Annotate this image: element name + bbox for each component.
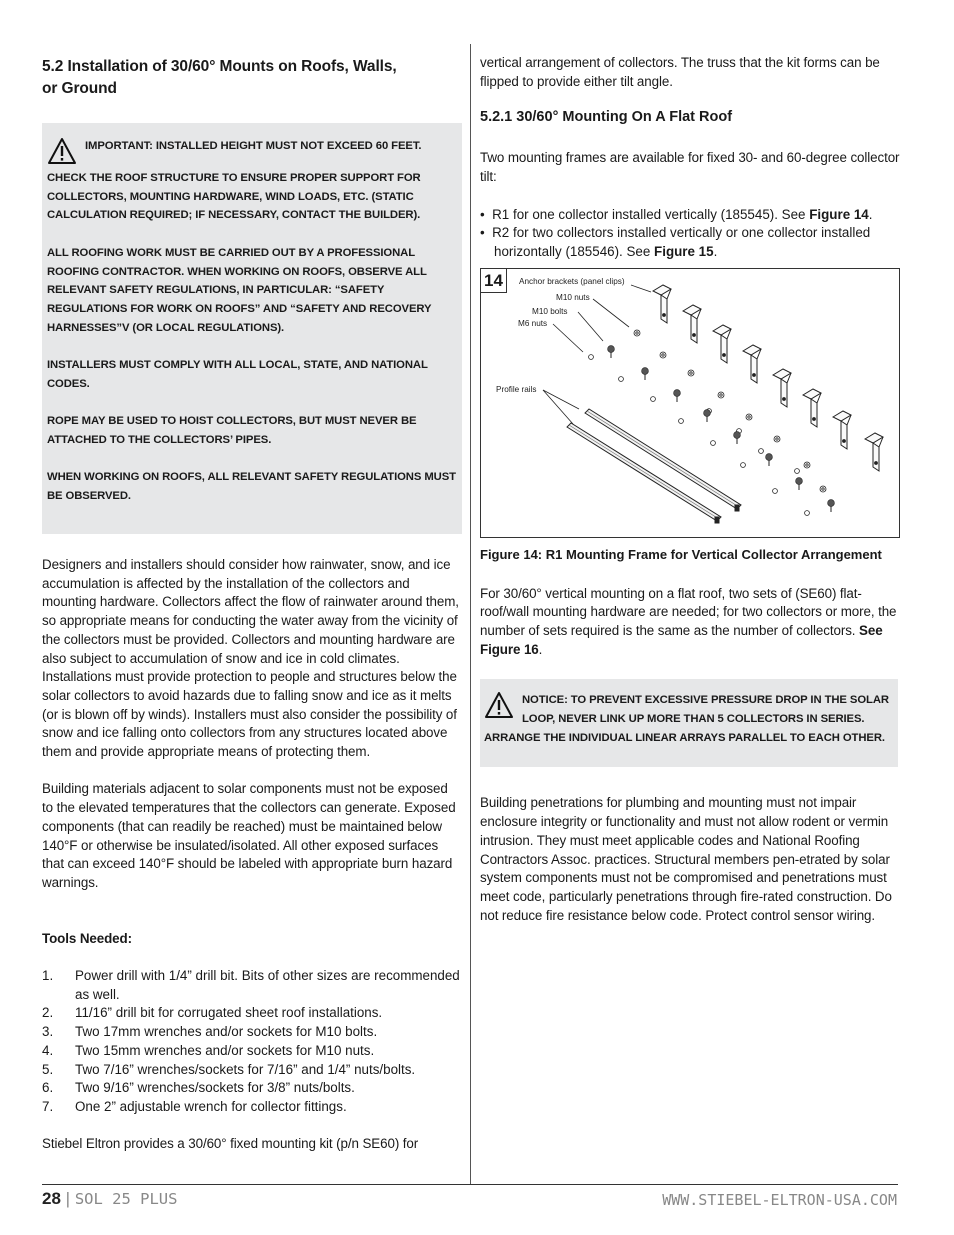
label-m6-nuts: M6 nuts <box>518 318 548 328</box>
label-anchor-brackets: Anchor brackets (panel clips) <box>519 276 625 286</box>
snow-ice-paragraph: Designers and installers should consider how rainwater, snow, and ice accumulation is affected by the installation of the collectors and mounting hardware. Collectors affect the flow of rainwater around them, so appropriate means for conducting the water away from the vicinity of the collectors must be provided. Collectors and mounting hardware are also subject to accumulation of snow and ice in cold climates. Installations must provide protection to people and structures below the solar collectors to avoid hazards due to falling snow and ice as it melts (or is blown off by winds). Installers must also consider the possibility of snow and ice falling onto collectors from any structures located above them and provide appropriate means of protecting them. <box>42 557 459 760</box>
list-item: • R1 for one collector installed vertically (185545). See Figure 14. <box>480 206 873 222</box>
column-divider <box>470 44 471 1184</box>
list-item: 2. 11/16” drill bit for corrugated sheet roof installations. <box>42 1005 383 1021</box>
list-item: 3. Two 17mm wrenches and/or sockets for M10 bolts. <box>42 1024 378 1040</box>
list-item: 7. One 2” adjustable wrench for collector fittings. <box>42 1098 347 1114</box>
warning-triangle-icon <box>484 691 514 719</box>
footer-separator: | <box>65 1189 71 1208</box>
warning-para-roof-structure: CHECK THE ROOF STRUCTURE TO ENSURE PROPER SUPPORT FOR COLLECTORS, MOUNTING HARDWARE, WIND LOADS, ETC. (STATIC CALCULATION REQUIRED; IF NECESSARY, CONTACT THE BUILDER). <box>47 172 421 222</box>
figure-14-caption: Figure 14: R1 Mounting Frame for Vertical Collector Arrangement <box>480 546 882 562</box>
label-profile-rails: Profile rails <box>496 384 537 394</box>
list-item: 5. Two 7/16” wrenches/sockets for 7/16” and 1/4” nuts/bolts. <box>42 1061 416 1077</box>
frames-list <box>480 206 900 262</box>
label-m10-nuts: M10 nuts <box>556 292 590 302</box>
tools-heading: Tools Needed: <box>42 930 132 946</box>
figure-16-reference[interactable]: See Figure 16 <box>480 623 883 657</box>
building-materials-paragraph: Building materials adjacent to solar components must not be exposed to the elevated temperatures that the collectors can generate. Exposed components (that can readily be reached) must be maintained below 140°F or otherwise be insulated/isolated. All other exposed surfaces that can exceed 140°F should be labeled with appropriate burn hazard warnings. <box>42 781 456 890</box>
label-m10-bolts: M10 bolts <box>532 306 568 316</box>
warning-triangle-icon <box>47 137 77 165</box>
figure-14-reference[interactable]: Figure 14 <box>809 206 869 222</box>
figure-15-reference[interactable]: Figure 15 <box>654 243 714 259</box>
section-title: 5.2 Installation of 30/60° Mounts on Roofs, Walls, or Ground <box>42 58 397 97</box>
list-item: 4. Two 15mm wrenches and/or sockets for M10 nuts. <box>42 1042 375 1058</box>
right-column <box>480 54 900 925</box>
warning-box <box>42 123 462 534</box>
left-column <box>42 56 462 1154</box>
page-number: 28 <box>42 1189 61 1208</box>
list-item: • R2 for two collectors installed vertically or one collector installed horizontally (185546). See Figure 15. <box>480 225 871 259</box>
warning-para-roofing-work: ALL ROOFING WORK MUST BE CARRIED OUT BY A PROFESSIONAL ROOFING CONTRACTOR. WHEN WORKING ON ROOFS, OBSERVE ALL RELEVANT SAFETY REGULATIONS, IN PARTICULAR: “SAFETY REGULATIONS FOR WORK ON ROOFS” AND “SAFETY AND RECOVERY HARNESSES”V (OR LOCAL REGULATIONS). <box>47 246 432 334</box>
notice-header <box>484 691 892 728</box>
warning-para-codes: INSTALLERS MUST COMPLY WITH ALL LOCAL, STATE, AND NATIONAL CODES. <box>47 359 428 390</box>
figure-number: 14 <box>481 269 507 293</box>
warning-para-safety: WHEN WORKING ON ROOFS, ALL RELEVANT SAFETY REGULATIONS MUST BE OBSERVED. <box>47 471 456 502</box>
warning-header <box>47 137 456 165</box>
important-height: IMPORTANT: INSTALLED HEIGHT MUST NOT EXCEED 60 FEET. <box>85 140 422 152</box>
figure-14 <box>480 268 900 538</box>
tools-list <box>42 967 462 1117</box>
subsection-title: 5.2.1 30/60° Mounting On A Flat Roof <box>480 109 733 126</box>
frames-intro: Two mounting frames are available for fixed 30- and 60-degree collector tilt: <box>480 150 900 185</box>
footer-rule <box>42 1184 898 1185</box>
continuation-paragraph: vertical arrangement of collectors. The truss that the kit forms can be flipped to provide either tilt angle. <box>480 55 880 89</box>
mounting-hardware-illustration <box>481 269 899 537</box>
footer-page-info <box>42 1188 177 1210</box>
warning-para-rope: ROPE MAY BE USED TO HOIST COLLECTORS, BUT MUST NEVER BE ATTACHED TO THE COLLECTORS’ PIPES. <box>47 415 417 446</box>
website-link[interactable]: WWW.STIEBEL-ELTRON-USA.COM <box>662 1191 897 1209</box>
notice-parallel-arrays: ARRANGE THE INDIVIDUAL LINEAR ARRAYS PARALLEL TO EACH OTHER. <box>484 731 885 744</box>
list-item: 1. Power drill with 1/4” drill bit. Bits of other sizes are recommended as well. <box>42 968 460 1002</box>
penetrations-paragraph: Building penetrations for plumbing and mounting must not impair enclosure integrity or functionality and must not allow rodent or vermin intrusion. They must meet applicable codes and National Roofing Contractors Assoc. practices. Structural members pen-etrated by solar system components must not be compromised and penetrations must meet code, particularly penetrations through fire-rated construction. Do not reduce fire resistance below code. Protect control sensor wiring. <box>480 795 892 923</box>
product-name: SOL 25 PLUS <box>74 1190 178 1208</box>
notice-box <box>480 679 898 767</box>
notice-series-limit: NOTICE: TO PREVENT EXCESSIVE PRESSURE DROP IN THE SOLAR LOOP, NEVER LINK UP MORE THAN 5 COLLECTORS IN SERIES. <box>522 694 889 726</box>
flat-roof-paragraph: For 30/60° vertical mounting on a flat roof, two sets of (SE60) flat-roof/wall mounting hardware are needed; for two collectors or more, the number of sets required is the same as the number of collectors. See Figure 16. <box>480 585 897 657</box>
list-item: 6. Two 9/16” wrenches/sockets for 3/8” nuts/bolts. <box>42 1080 355 1096</box>
mounting-kit-paragraph: Stiebel Eltron provides a 30/60° fixed mounting kit (p/n SE60) for <box>42 1136 419 1152</box>
